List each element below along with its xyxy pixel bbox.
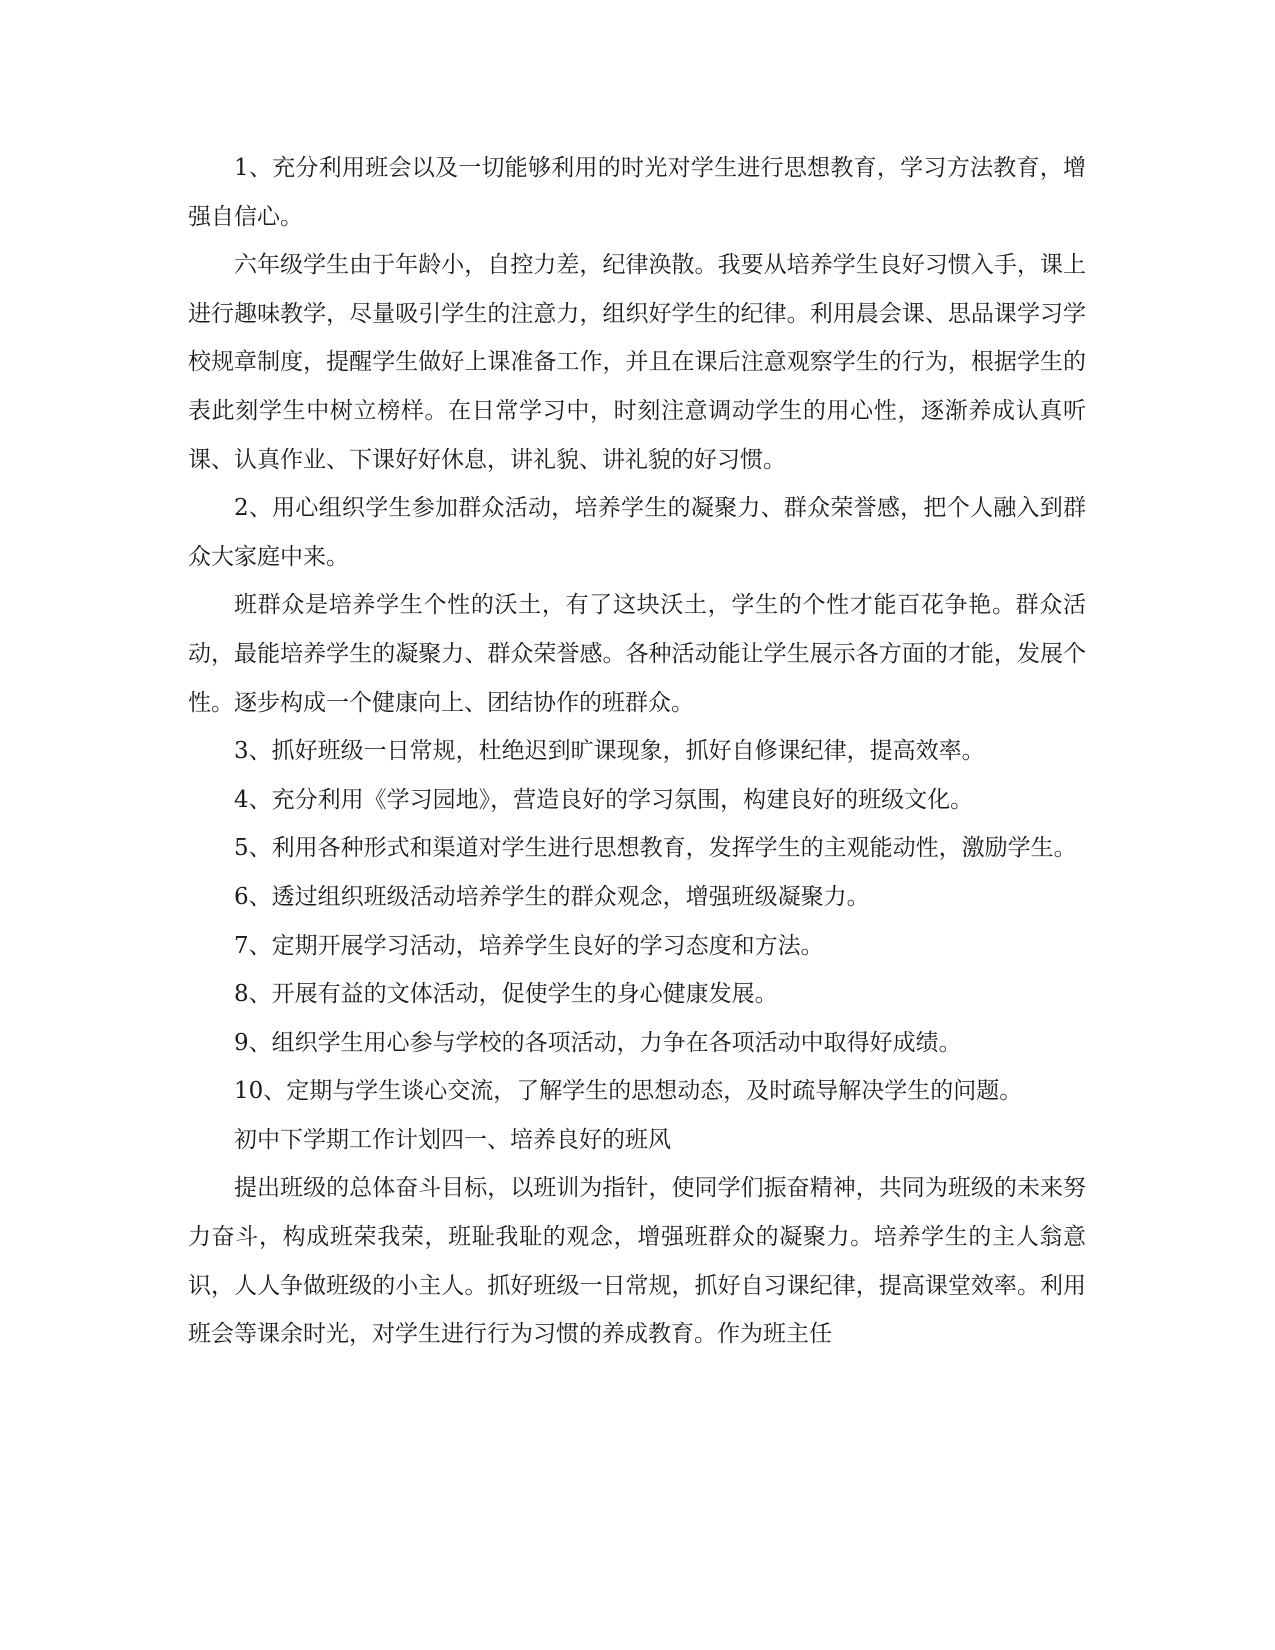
paragraph-item-7: 7、定期开展学习活动，培养学生良好的学习态度和方法。: [234, 932, 824, 959]
paragraph-item-3: 3、抓好班级一日常规，杜绝迟到旷课现象，抓好自修课纪律，提高效率。: [234, 738, 985, 765]
paragraph-item-9: 9、组织学生用心参与学校的各项活动，力争在各项活动中取得好成绩。: [234, 1029, 962, 1056]
paragraph-item-4: 4、充分利用《学习园地》，营造良好的学习氛围，构建良好的班级文化。: [234, 786, 974, 813]
paragraph-class-goals: 提出班级的总体奋斗目标，以班训为指针，使同学们振奋精神，共同为班级的未来努力奋斗，构成班荣我荣，班耻我耻的观念，增强班群众的凝聚力。培养学生的主人翁意识，人人争做班级的小主人。抓好班级一日常规，抓好自习课纪律，提高课堂效率。利用班会等课余时光，对学生进行行为习惯的养成教育。作为班主任: [188, 1175, 1086, 1348]
paragraph-item-8: 8、开展有益的文体活动，促使学生的身心健康发展。: [234, 981, 778, 1008]
section-heading: 初中下学期工作计划四一、培养良好的班风: [234, 1126, 671, 1153]
paragraph-item-6: 6、透过组织班级活动培养学生的群众观念，增强班级凝聚力。: [234, 883, 870, 910]
paragraph-item-2: 2、用心组织学生参加群众活动，培养学生的凝聚力、群众荣誉感，把个人融入到群众大家庭中来。: [188, 495, 1086, 570]
paragraph-item-5: 5、利用各种形式和渠道对学生进行思想教育，发挥学生的主观能动性，激励学生。: [234, 835, 1077, 862]
paragraph-class-collective: 班群众是培养学生个性的沃土，有了这块沃土，学生的个性才能百花争艳。群众活动，最能培养学生的凝聚力、群众荣誉感。各种活动能让学生展示各方面的才能，发展个性。逐步构成一个健康向上、团结协作的班群众。: [188, 592, 1086, 716]
paragraph-item-10: 10、定期与学生谈心交流，了解学生的思想动态，及时疏导解决学生的问题。: [234, 1078, 1023, 1105]
paragraph-discipline: 六年级学生由于年龄小，自控力差，纪律涣散。我要从培养学生良好习惯入手，课上进行趣味教学，尽量吸引学生的注意力，组织好学生的纪律。利用晨会课、思品课学习学校规章制度，提醒学生做好上课准备工作，并且在课后注意观察学生的行为，根据学生的表此刻学生中树立榜样。在日常学习中，时刻注意调动学生的用心性，逐渐养成认真听课、认真作业、下课好好休息，讲礼貌、讲礼貌的好习惯。: [188, 252, 1086, 473]
document-body: [188, 144, 1086, 1359]
paragraph-item-1: 1、充分利用班会以及一切能够利用的时光对学生进行思想教育，学习方法教育，增强自信心。: [188, 155, 1086, 230]
